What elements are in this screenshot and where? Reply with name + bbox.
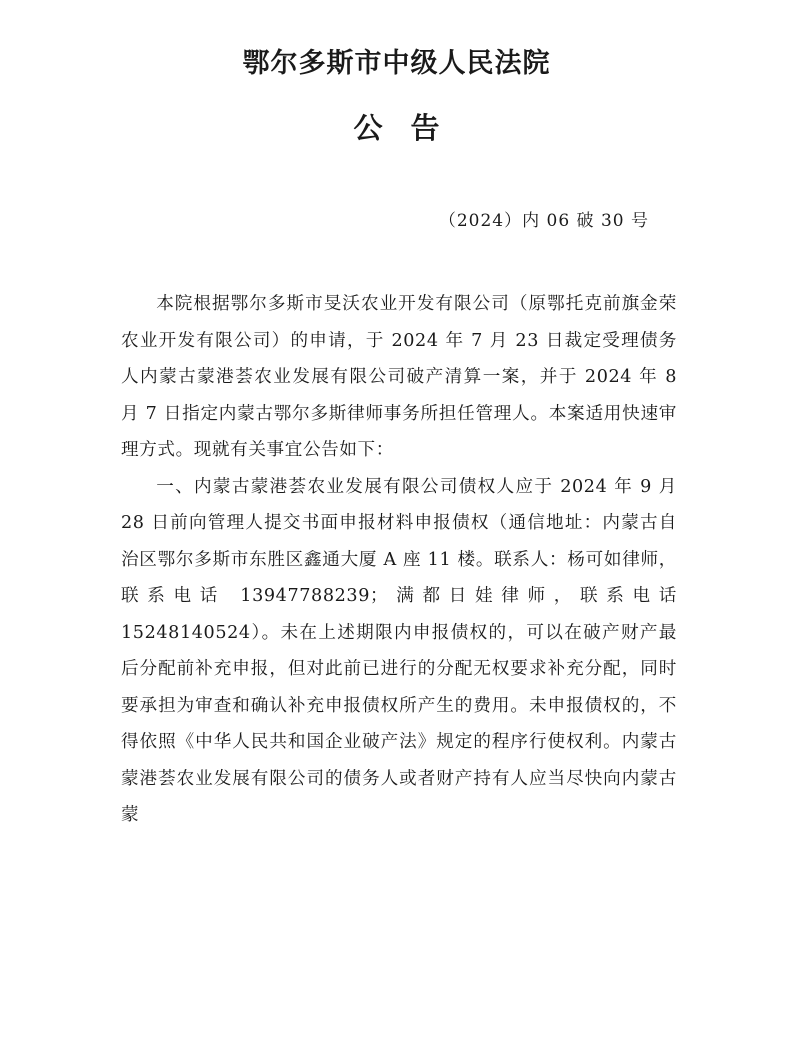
title-char-1: 公 bbox=[353, 111, 383, 145]
case-number: （2024）内 06 破 30 号 bbox=[438, 211, 649, 231]
title-char-2: 告 bbox=[410, 111, 440, 145]
court-name: 鄂尔多斯市中级人民法院 bbox=[242, 48, 551, 79]
body-paragraph-2: 一、内蒙古蒙港荟农业发展有限公司债权人应于 2024 年 9 月 28 日前向管理人提交书面申报材料申报债权（通信地址：内蒙古自治区鄂尔多斯市东胜区鑫通大厦 A 座 11 楼。联系人：杨可如律师，联系电话 13947788239；满都日娃律师，联系电话 15248140524）。未在上述期限内申报债权的，可以在破产财产最后分配前补充申报，但对此前已进行的分配无权要求补充分配，同时要承担为审查和确认补充申报债权所产生的费用。未申报债权的，不得依照《中华人民共和国企业破产法》规定的程序行使权利。内蒙古蒙港荟农业发展有限公司的债务人或者财产持有人应当尽快向内蒙古蒙 bbox=[121, 476, 677, 825]
body-paragraph-1: 本院根据鄂尔多斯市旻沃农业开发有限公司（原鄂托克前旗金荣农业开发有限公司）的申请，于 2024 年 7 月 23 日裁定受理债务人内蒙古蒙港荟农业发展有限公司破产清算一案，并于 2024 年 8 月 7 日指定内蒙古鄂尔多斯律师事务所担任管理人。本案适用快速审理方式。现就有关事宜公告如下： bbox=[121, 294, 677, 460]
document-title bbox=[0, 108, 793, 148]
announcement-body bbox=[121, 286, 677, 834]
